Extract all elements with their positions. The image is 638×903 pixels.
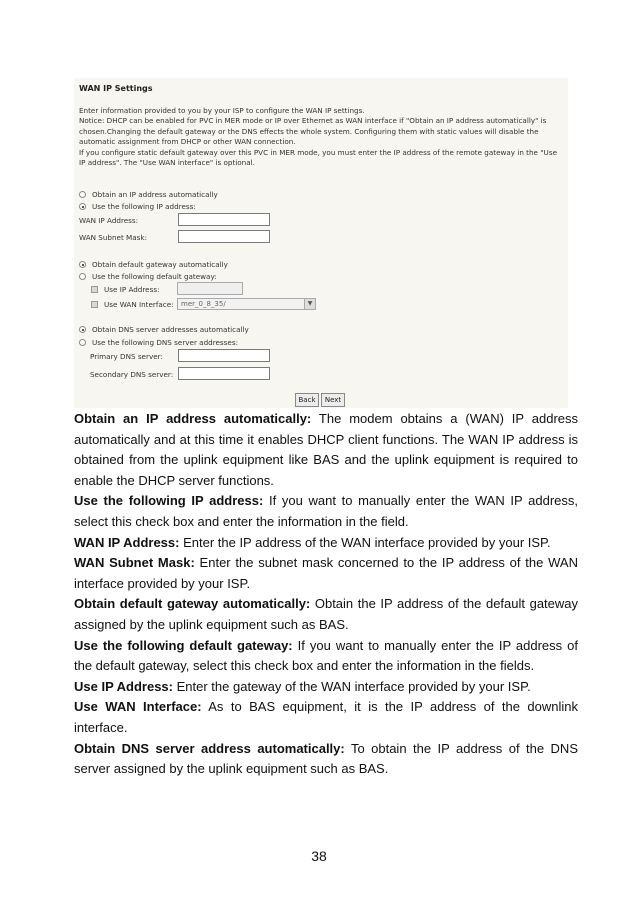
definition: Obtain the IP address of the default gateway assigned by the uplink equipment such as BAS.: [74, 596, 579, 632]
dns-auto-label: Obtain DNS server addresses automatically: [92, 325, 249, 334]
term: Use the following IP address:: [74, 493, 264, 509]
use-wan-checkbox[interactable]: [91, 301, 98, 308]
paragraph: [74, 739, 578, 780]
wan-ip-label: WAN IP Address:: [79, 216, 139, 225]
dns-manual-radio[interactable]: [79, 339, 86, 346]
intro-line: Enter information provided to you by your ISP to configure the WAN IP settings.: [79, 106, 365, 115]
ip-auto-radio[interactable]: [79, 191, 86, 198]
gw-auto-option[interactable]: [79, 260, 228, 269]
dns-auto-radio[interactable]: [79, 326, 86, 333]
definition: As to BAS equipment, it is the IP address of the downlink interface.: [74, 699, 578, 735]
secondary-dns-label: Secondary DNS server:: [90, 370, 174, 379]
intro-gateway-note: If you configure static default gateway over this PVC in MER mode, you must enter the IP address of the remote gateway in the "Use IP address". The "Use WAN interface" is optional.: [79, 147, 557, 168]
use-ip-option[interactable]: [91, 285, 160, 294]
term: Obtain default gateway automatically:: [74, 596, 311, 612]
gw-auto-radio[interactable]: [79, 261, 86, 268]
screenshot-title: WAN IP Settings: [79, 84, 153, 93]
secondary-dns-input[interactable]: [178, 367, 270, 380]
use-ip-input[interactable]: [177, 282, 243, 295]
gw-manual-option[interactable]: [79, 272, 217, 281]
wan-interface-value: mer_0_8_35/: [181, 300, 226, 308]
use-ip-checkbox[interactable]: [91, 286, 98, 293]
definition: To obtain the IP address of the DNS server assigned by the uplink equipment such as BAS.: [74, 740, 578, 777]
term: Obtain an IP address automatically:: [74, 411, 312, 426]
definition: Enter the gateway of the WAN interface provided by your ISP.: [173, 678, 531, 694]
primary-dns-label: Primary DNS server:: [90, 352, 163, 361]
term: Use WAN Interface:: [74, 699, 202, 715]
chevron-down-icon[interactable]: ▼: [304, 299, 315, 309]
definition: If you want to manually enter the IP address of the default gateway, select this check box and enter the information in the fields.: [74, 637, 578, 674]
paragraph: [74, 677, 578, 698]
wan-ip-input[interactable]: [178, 213, 270, 226]
description-text: [74, 409, 578, 780]
ip-manual-label: Use the following IP address:: [92, 202, 196, 211]
intro-notice: Notice: DHCP can be enabled for PVC in MER mode or IP over Ethernet as WAN interface if "Obtain an IP address automatically" is chosen.Changing the default gateway or the DNS effects the whole system. Configuring them with static values will disable the automatic assignment from DHCP or other WAN connection.: [79, 116, 547, 147]
definition: If you want to manually enter the WAN IP address, select this check box and enter the information in the field.: [74, 493, 578, 529]
gw-auto-label: Obtain default gateway automatically: [92, 260, 228, 269]
page-number: 38: [311, 848, 327, 864]
wan-ip-settings-screenshot: [74, 78, 568, 408]
paragraph: [74, 636, 578, 677]
ip-manual-option[interactable]: [79, 202, 196, 211]
paragraph: [74, 409, 578, 491]
term: WAN Subnet Mask:: [74, 555, 195, 571]
wan-interface-select[interactable]: [177, 298, 316, 310]
paragraph: [74, 533, 578, 554]
gw-manual-radio[interactable]: [79, 273, 86, 280]
term: WAN IP Address:: [74, 534, 180, 550]
primary-dns-input[interactable]: [178, 349, 270, 362]
definition: Enter the subnet mask concerned to the IP address of the WAN interface provided by your ISP.: [74, 555, 578, 591]
wan-mask-input[interactable]: [178, 230, 270, 243]
paragraph: [74, 697, 578, 738]
term: Use the following default gateway:: [74, 637, 293, 653]
back-button[interactable]: Back: [295, 393, 319, 407]
term: Obtain DNS server address automatically:: [74, 740, 345, 756]
definition: The modem obtains a (WAN) IP address automatically and at this time it enables DHCP client functions. The WAN IP address is obtained from the uplink equipment like BAS and the uplink equipment is required to enable the DHCP server functions.: [74, 411, 578, 488]
paragraph: [74, 553, 578, 594]
use-wan-label: Use WAN Interface:: [104, 300, 174, 309]
gw-manual-label: Use the following default gateway:: [92, 272, 217, 281]
next-button[interactable]: Next: [321, 393, 345, 407]
paragraph: [74, 594, 578, 635]
ip-auto-label: Obtain an IP address automatically: [92, 190, 218, 199]
term: Use IP Address:: [74, 678, 173, 694]
definition: Enter the IP address of the WAN interface provided by your ISP.: [179, 534, 551, 550]
use-ip-label: Use IP Address:: [104, 285, 160, 294]
paragraph: [74, 491, 578, 532]
wan-mask-label: WAN Subnet Mask:: [79, 233, 147, 242]
dns-manual-option[interactable]: [79, 338, 238, 347]
screenshot-intro: [79, 106, 561, 168]
ip-manual-radio[interactable]: [79, 203, 86, 210]
use-wan-option[interactable]: [91, 300, 174, 309]
dns-manual-label: Use the following DNS server addresses:: [92, 338, 239, 347]
dns-auto-option[interactable]: [79, 325, 249, 334]
ip-auto-option[interactable]: [79, 190, 218, 199]
